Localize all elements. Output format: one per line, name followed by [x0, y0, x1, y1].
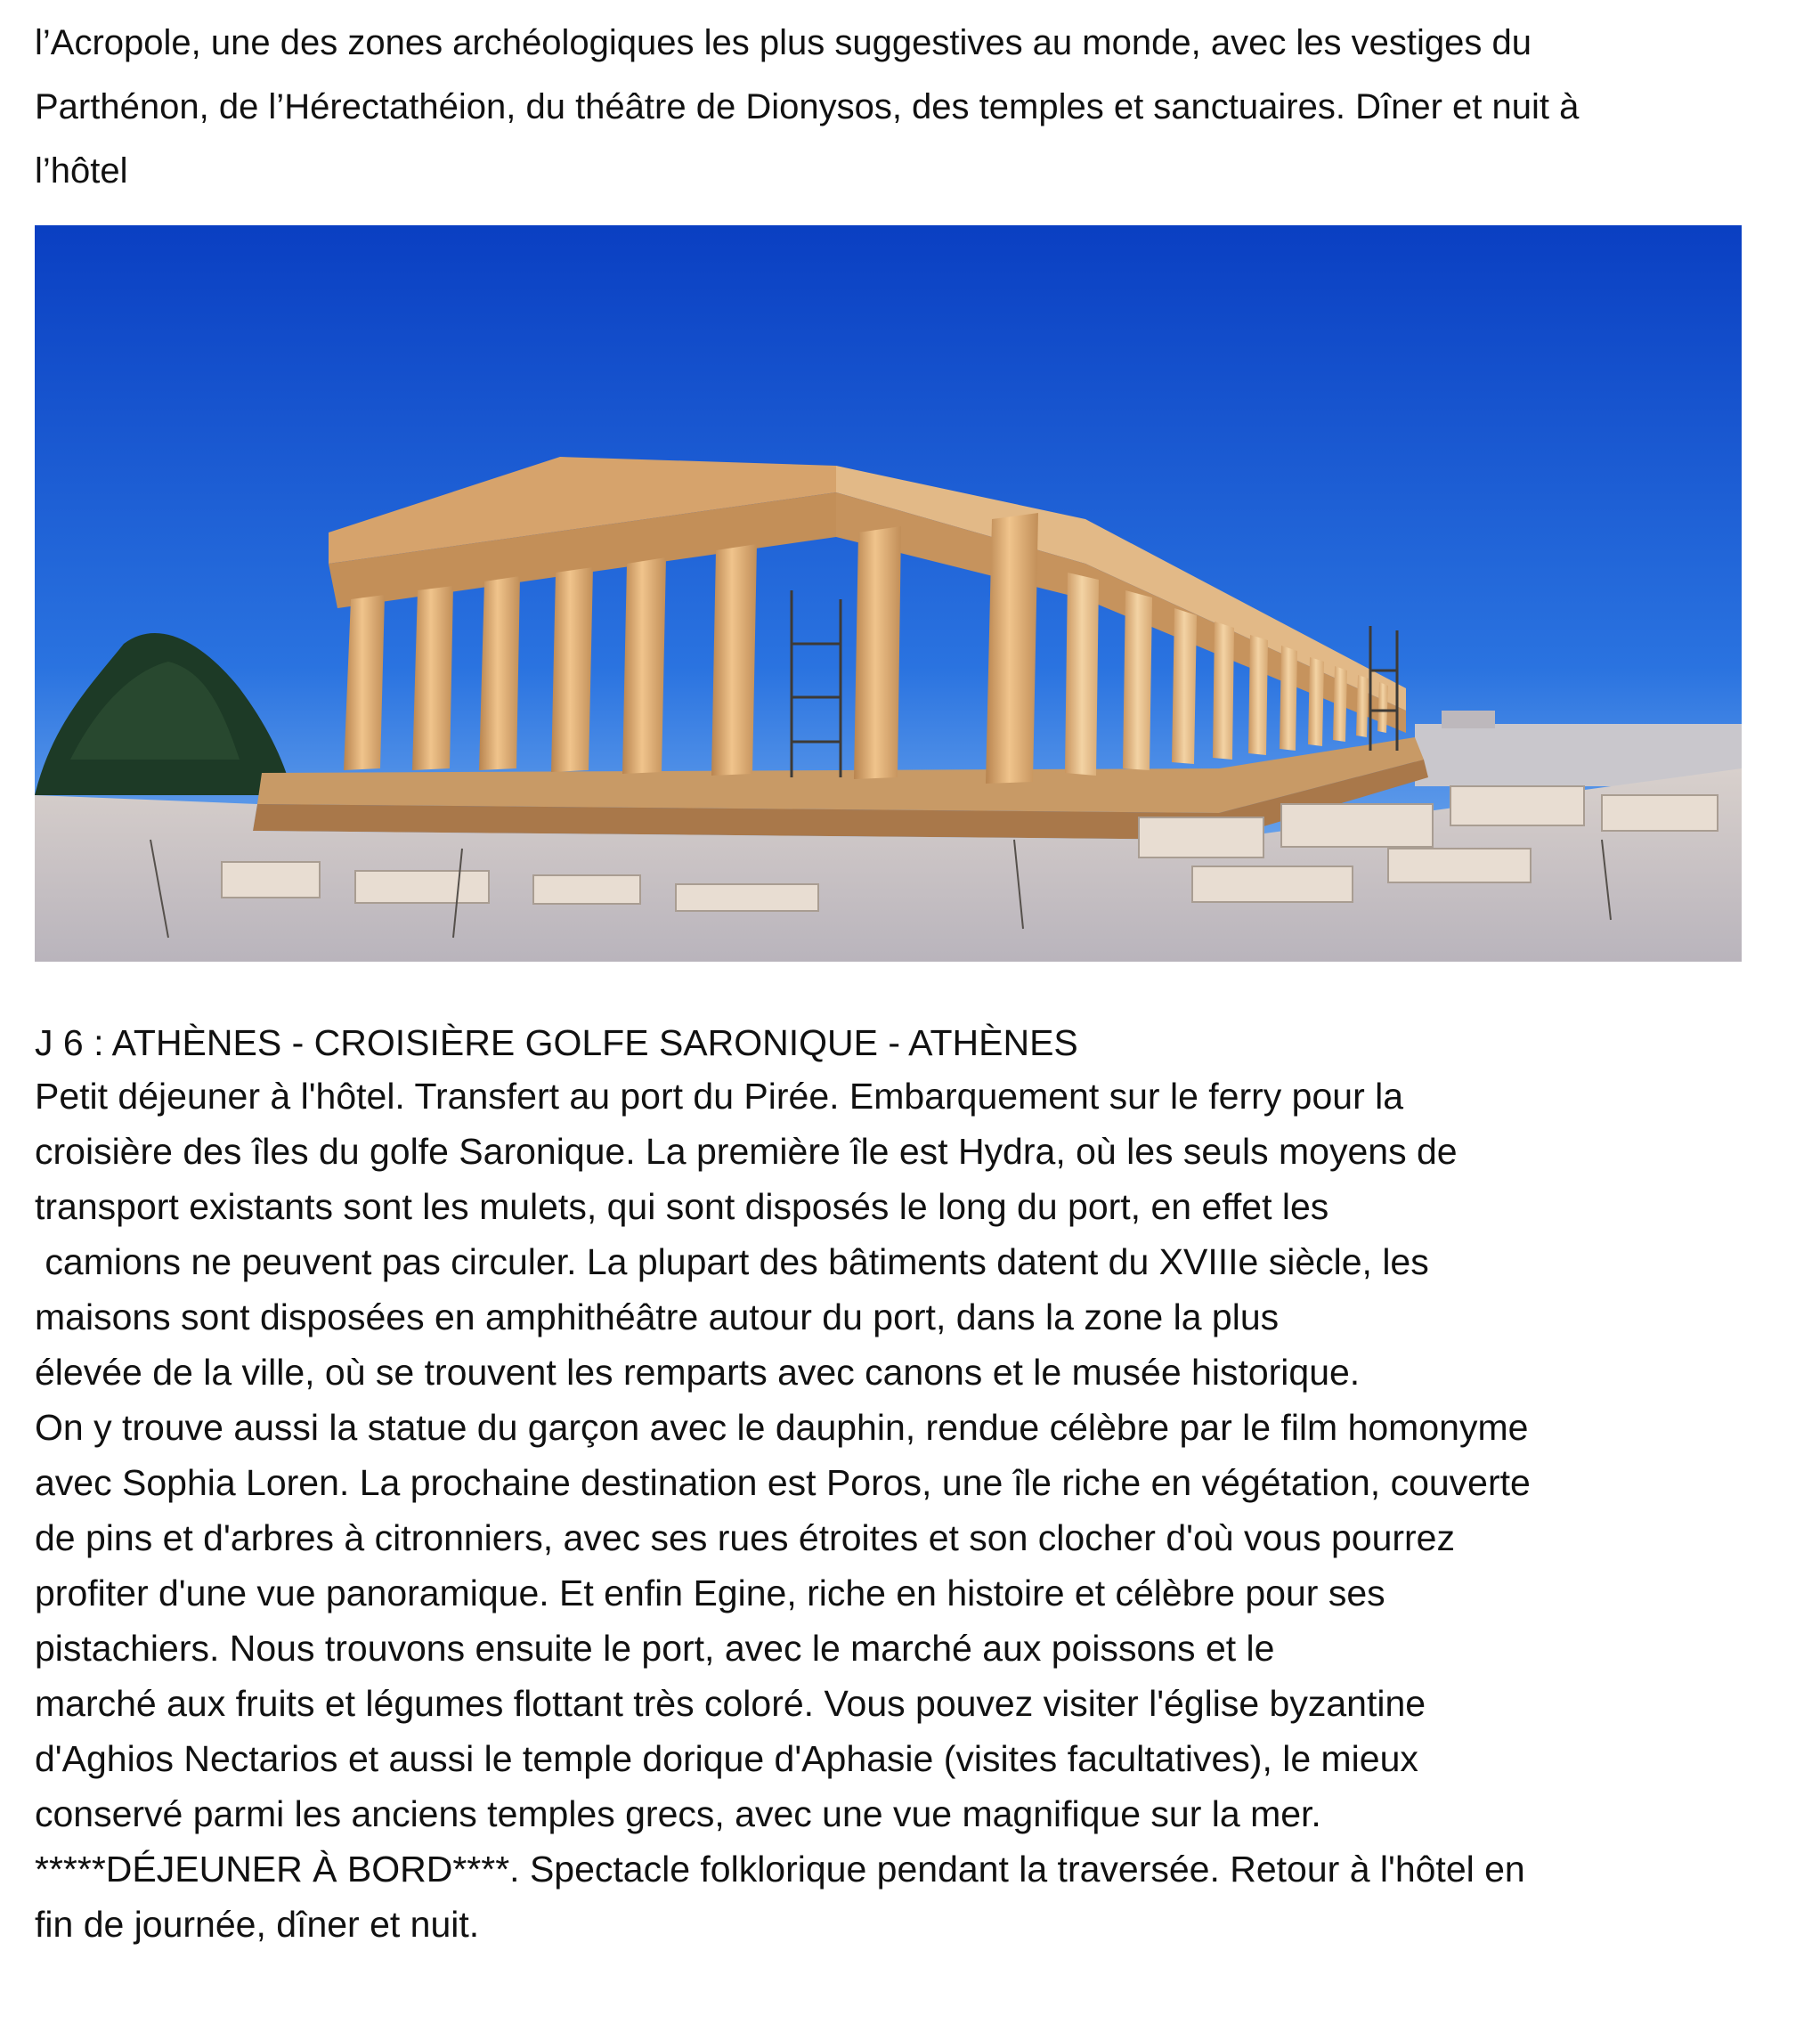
body-line: élevée de la ville, où se trouvent les remparts avec canons et le musée historique. [35, 1352, 1361, 1393]
intro-line: Parthénon, de l’Hérectathéion, du théâtre de Dionysos, des temples et sanctuaires. Dîner et nuit à [35, 87, 1580, 126]
body-line: On y trouve aussi la statue du garçon avec le dauphin, rendue célèbre par le film homonyme [35, 1407, 1529, 1448]
section-title: J 6 : ATHÈNES - CROISIÈRE GOLFE SARONIQUE - ATHÈNES [35, 1022, 1078, 1063]
body-line: pistachiers. Nous trouvons ensuite le port, avec le marché aux poissons et le [35, 1628, 1275, 1669]
body-line: *****DÉJEUNER À BORD****. Spectacle folklorique pendant la traversée. Retour à l'hôtel en [35, 1849, 1525, 1890]
body-line: fin de journée, dîner et nuit. [35, 1904, 480, 1945]
body-line: marché aux fruits et légumes flottant très coloré. Vous pouvez visiter l'église byzantine [35, 1683, 1426, 1724]
body-line: avec Sophia Loren. La prochaine destination est Poros, une île riche en végétation, couverte [35, 1462, 1531, 1503]
body-line: maisons sont disposées en amphithéâtre autour du port, dans la zone la plus [35, 1296, 1280, 1337]
body-line: conservé parmi les anciens temples grecs, avec une vue magnifique sur la mer. [35, 1793, 1321, 1834]
parthenon-photo [35, 225, 1742, 962]
body-line: transport existants sont les mulets, qui sont disposés le long du port, en effet les [35, 1186, 1329, 1227]
intro-paragraph [35, 11, 1753, 203]
body-line: de pins et d'arbres à citronniers, avec ses rues étroites et son clocher d'où vous pourrez [35, 1517, 1455, 1558]
body-line: croisière des îles du golfe Saronique. La première île est Hydra, où les seuls moyens de [35, 1131, 1458, 1172]
body-line: profiter d'une vue panoramique. Et enfin Egine, riche en histoire et célèbre pour ses [35, 1573, 1385, 1613]
intro-line: l’Acropole, une des zones archéologiques les plus suggestives au monde, avec les vestiges du [35, 23, 1532, 62]
body-line: camions ne peuvent pas circuler. La plupart des bâtiments datent du XVIIIe siècle, les [35, 1241, 1429, 1282]
body-line: d'Aghios Nectarios et aussi le temple dorique d'Aphasie (visites facultatives), le mieux [35, 1738, 1418, 1779]
body-line: Petit déjeuner à l'hôtel. Transfert au port du Pirée. Embarquement sur le ferry pour la [35, 1076, 1404, 1117]
section-body [35, 1069, 1780, 1952]
intro-line: l’hôtel [35, 151, 128, 191]
